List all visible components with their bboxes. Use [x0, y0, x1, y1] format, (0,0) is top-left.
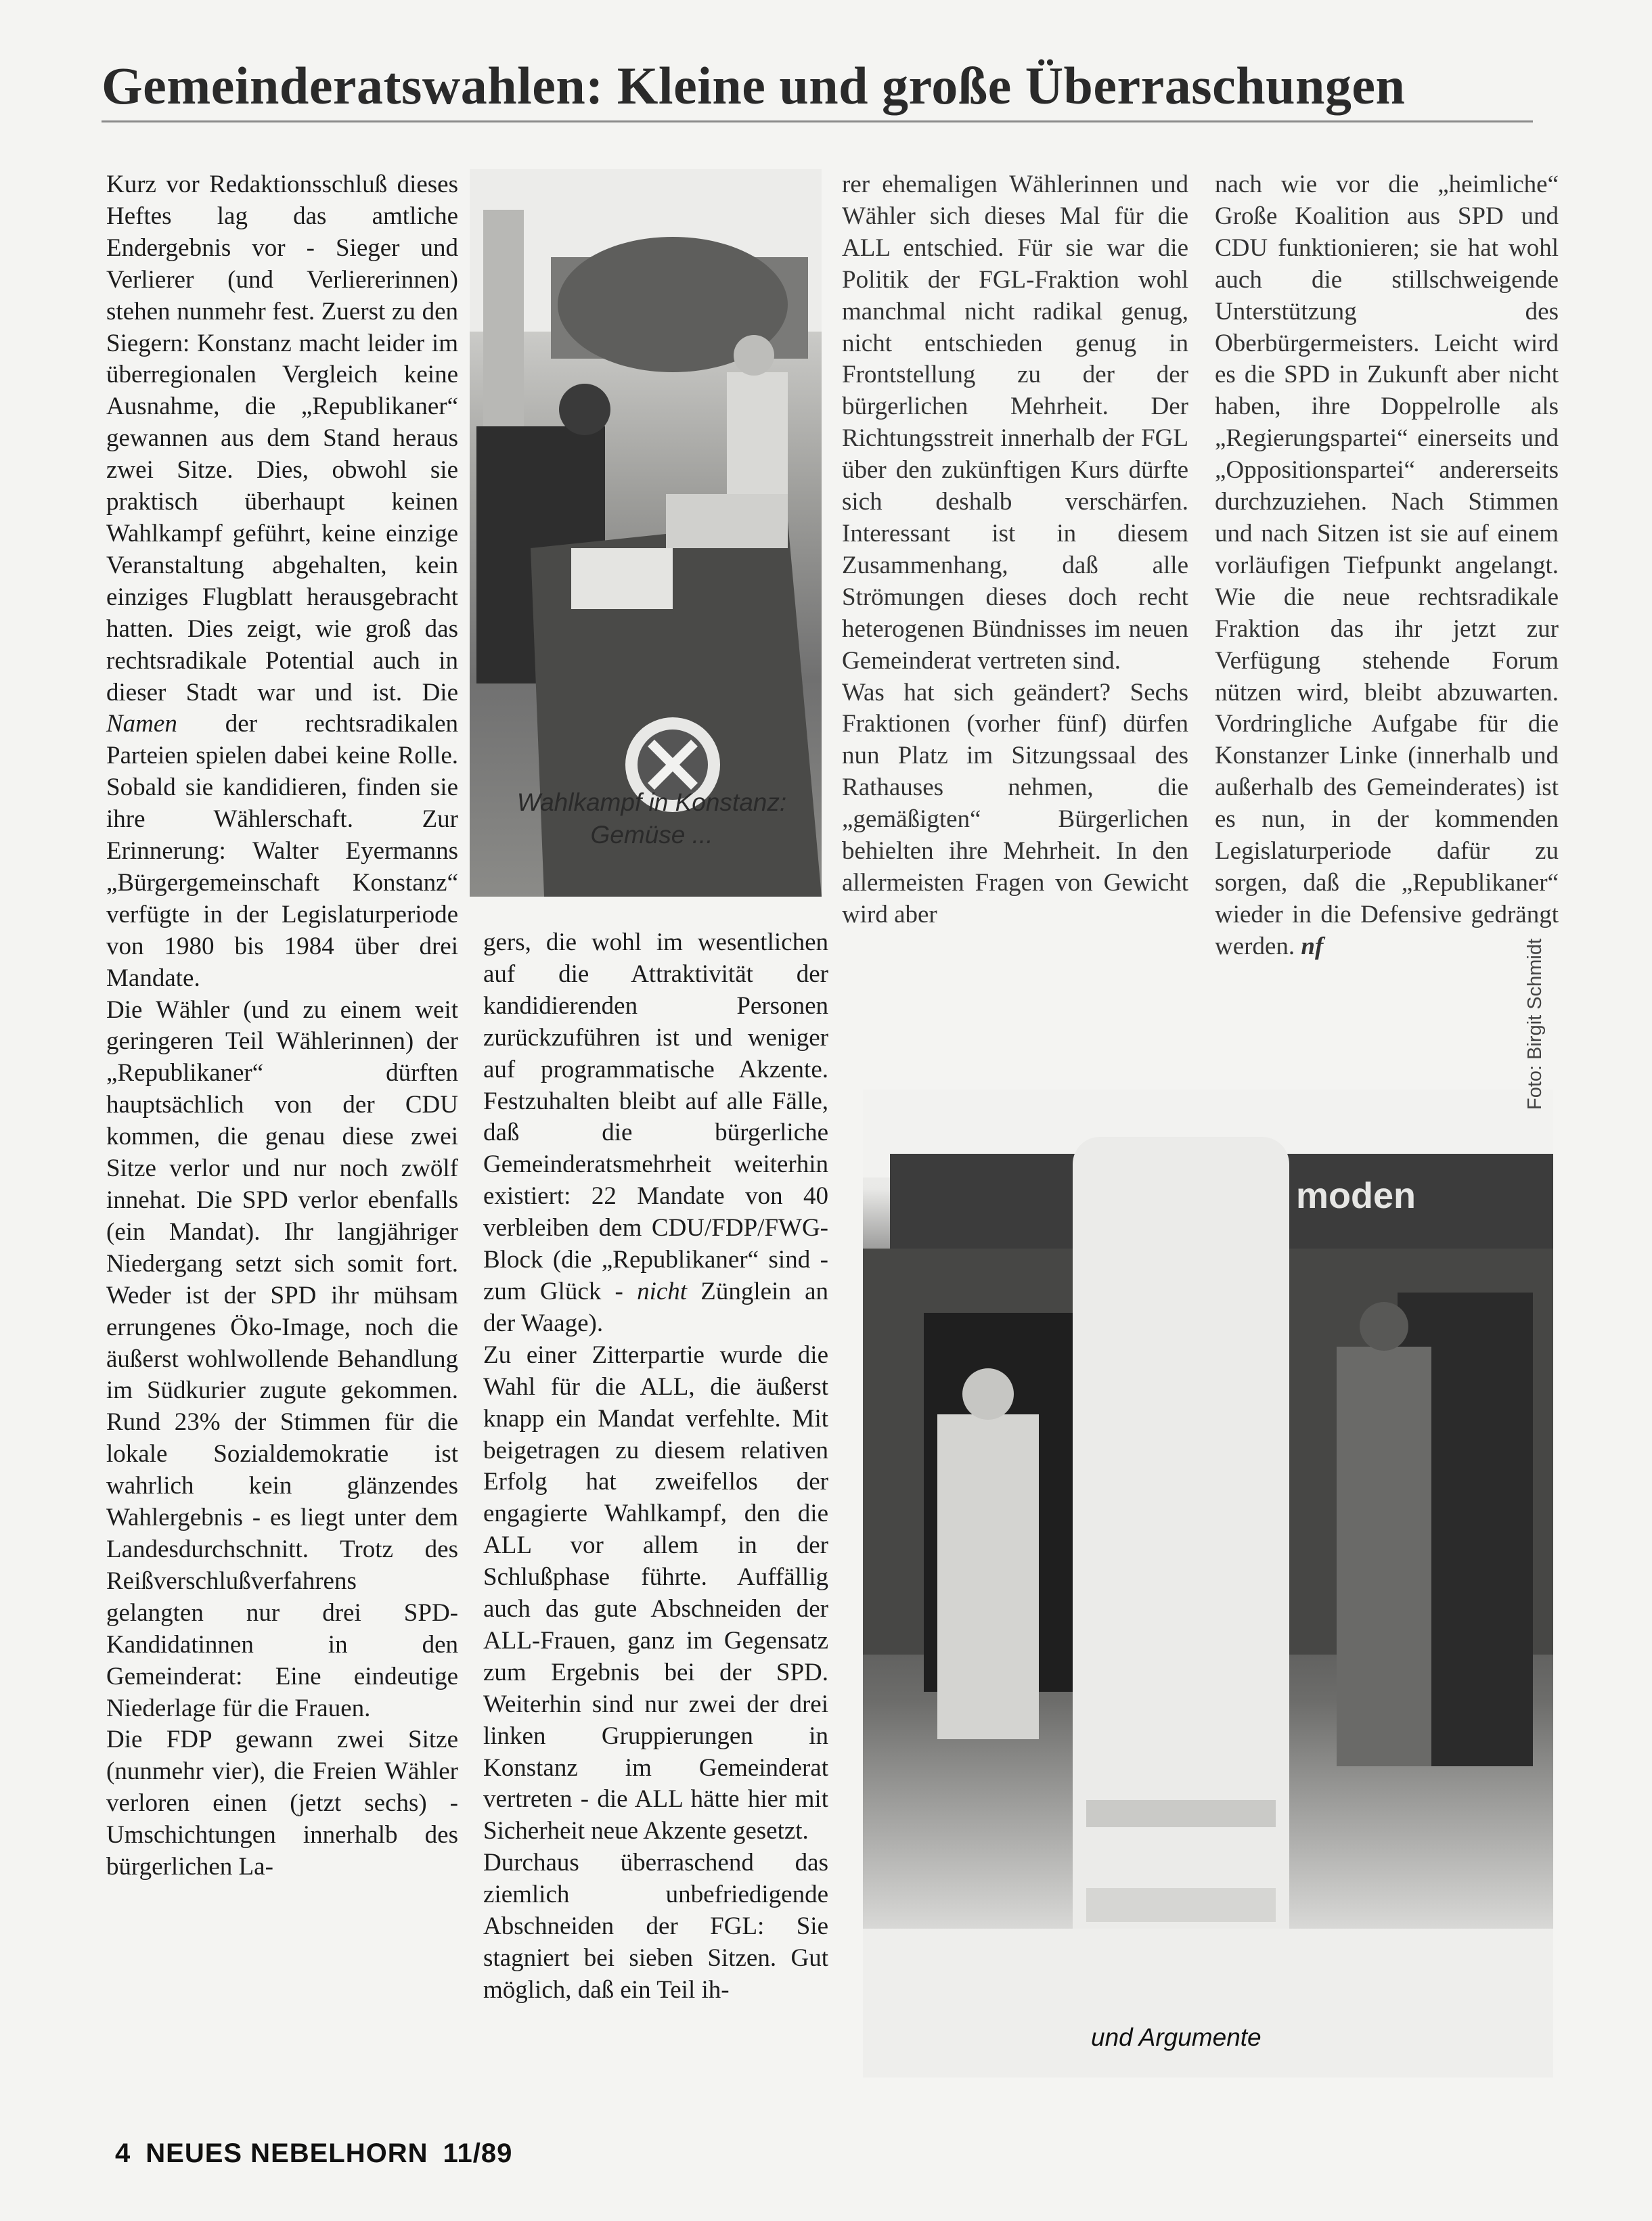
photo-caption-1: Wahlkampf in Konstanz: Gemüse ... [516, 788, 787, 849]
paragraph: Die FDP gewann zwei Sitze (nunmehr vier), die Freien Wähler verloren einen (jetzt sechs) - Umschichtungen innerhalb des bürgerlichen La- [106, 1726, 458, 1881]
magazine-name: NEUES NEBELHORN [146, 2138, 428, 2168]
pavement [863, 1929, 1553, 2078]
emphasis: Namen [106, 710, 177, 738]
article-column-2 [483, 927, 828, 2006]
article-column-1 [106, 169, 458, 1883]
paragraph: Kurz vor Redaktionsschluß dieses Heftes lag das amtliche Endergebnis vor - Sieger und Verlierer (und Verliererinnen) stehen nunmehr fest. Zuerst zu den Siegern: Konstanz macht leider im überregionalen Vergleich keine Ausnahme, die „Republikaner“ gewannen aus dem Stand heraus zwei Sitze. Dies, obwohl sie praktisch überhaupt keinen Wahlkampf geführt, keine einzige Veranstaltung abgehalten, kein einziges Flugblatt herausgebracht hatten. Dies zeigt, wie groß das rechtsradikale Potential auch in dieser Stadt war und ist. Die Namen der rechtsradikalen Parteien spielen dabei keine Rolle. Sobald sie kandidieren, finden sie ihre Wählerschaft. Zur Erinnerung: Walter Eyermanns „Bürgergemeinschaft Konstanz“ verfügte in der Legislaturperiode von 1980 bis 1984 über drei Mandate. [106, 171, 458, 992]
pedestrian-light [937, 1414, 1039, 1739]
author-signature: nf [1301, 932, 1324, 960]
paragraph: rer ehemaligen Wählerinnen und Wähler sich dieses Mal für die ALL entschied. Für sie war die Politik der FGL-Fraktion wohl manchmal nicht radikal genug, nicht entschieden genug in Frontstellung zu der der bürgerlichen Mehrheit. Der Richtungsstreit innerhalb der FGL über den zukünftigen Kurs dürfte sich deshalb verschärfen. Interessant ist in diesem Zusammenhang, daß alle Strömungen dieses doch recht heterogenen Bündnisses im neuen Gemeinderat vertreten sind. [842, 171, 1188, 675]
paragraph: gers, die wohl im wesentlichen auf die Attraktivität der kandidierenden Personen zurückzuführen ist und weniger auf programmatische Akzente. Festzuhalten bleibt auf alle Fälle, daß die bürgerliche Gemeinderatsmehrheit weiterhin existiert: 22 Mandate von 40 verbleiben dem CDU/FDP/FWG-Block (die „Republikaner“ sind - zum Glück - nicht Zünglein an der Waage). [483, 928, 829, 1337]
crate [571, 548, 673, 609]
emphasis: nicht [637, 1277, 688, 1305]
photo-illustration [863, 1090, 1553, 2078]
page-number: 4 [115, 2138, 131, 2168]
poster-strip [1086, 1800, 1276, 1827]
person-head [559, 384, 610, 435]
title-rule [102, 120, 1533, 122]
pedestrian-head [962, 1368, 1014, 1420]
photo-caption-2: und Argumente [1091, 2023, 1262, 2051]
article-title: Gemeinderatswahlen: Kleine und große Überraschungen [102, 56, 1406, 115]
photo-credit: Foto: Birgit Schmidt [1524, 938, 1546, 1110]
paragraph: Durchaus überraschend das ziemlich unbefriedigende Abschneiden der FGL: Sie stagniert bei sieben Sitzen. Gut möglich, daß ein Teil ih- [483, 1849, 828, 2004]
paragraph: Zu einer Zitterpartie wurde die Wahl für die ALL, die äußerst knapp ein Mandat verfehlte. Mit beigetragen zu diesem relativen Erfolg hat zweifellos der engagierte Wahlkampf, den die ALL vor allem in der Schlußphase führte. Auffällig auch das gute Abschneiden der ALL-Frauen, ganz im Gegensatz zum Ergebnis bei der SPD. Weiterhin sind nur zwei der drei linken Gruppierungen in Konstanz im Gemeinderat vertreten - die ALL hätte hier mit Sicherheit neue Akzente gesetzt. [483, 1341, 828, 1845]
pedestrian-head [1360, 1302, 1408, 1351]
crate [666, 494, 788, 548]
paragraph: nach wie vor die „heimliche“ Große Koalition aus SPD und CDU funktionieren; sie hat wohl auch die stillschweigende Unterstützung des Oberbürgermeisters. Leicht wird es die SPD in Zukunft aber nicht haben, ihre Doppelrolle als „Regierungspartei“ einerseits und „Oppositionspartei“ andererseits durchzuziehen. Nach Stimmen und nach Sitzen ist sie auf einem vorläufigen Tiefpunkt angelangt. Wie die neue rechtsradikale Fraktion das ihr jetzt zur Verfügung stehende Forum nützen wird, bleibt abzuwarten. Vordringliche Aufgabe für die Konstanzer Linke (innerhalb und außerhalb des Gemeinderates) ist es nun, in der kommenden Legislaturperiode dafür zu sorgen, daß die „Republikaner“ wieder in die Defensive gedrängt werden. nf [1215, 171, 1559, 960]
pedestrian [1337, 1347, 1431, 1766]
issue-number: 11/89 [443, 2138, 513, 2168]
shop-sign: moden [1296, 1175, 1416, 1216]
advertising-pillar-photo [863, 1090, 1553, 2078]
paragraph: Was hat sich geändert? Sechs Fraktionen (vorher fünf) dürfen nun Platz im Sitzungssaal des Rathauses nehmen, die „gemäßigten“ Bürgerlichen behielten ihre Mehrheit. In den allermeisten Fragen von Gewicht wird aber [842, 678, 1188, 928]
article-column-4 [1215, 169, 1559, 963]
page-footer [115, 2138, 527, 2169]
paragraph: Die Wähler (und zu einem weit geringeren Teil Wählerinnen) der „Republikaner“ dürften hauptsächlich von der CDU kommen, die genau diese zwei Sitze verlor und nur noch zwölf innehat. Die SPD verlor ebenfalls (ein Mandat). Ihr langjähriger Niedergang setzt sich somit fort. Weder ist der SPD ihr mühsam errungenes Öko-Image, noch die äußerst wohlwollende Behandlung im Südkurier zugute gekommen. Rund 23% der Stimmen für die lokale Sozialdemokratie ist wahrlich kein glänzendes Wahlergebnis - es liegt unter dem Landesdurchschnitt. Trotz des Reißverschlußverfahrens gelangten nur drei SPD-Kandidatinnen in den Gemeinderat: Eine eindeutige Niederlage für die Frauen. [106, 995, 458, 1722]
poster-strip [1086, 1888, 1276, 1922]
person-head [734, 335, 774, 376]
article-column-3 [842, 169, 1188, 931]
